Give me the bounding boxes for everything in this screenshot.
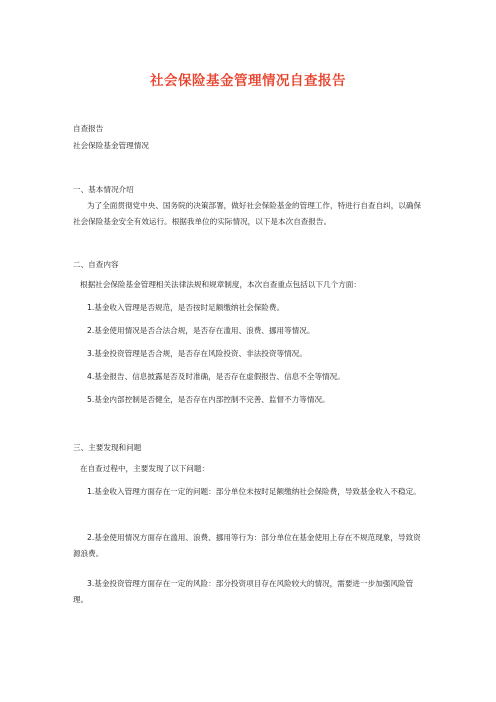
list-item: 3.基金投资管理方面存在一定的风险：部分投资项目存在风险较大的情况，需要进一步加强风险管理。	[73, 579, 414, 604]
subtitle-topic: 社会保险基金管理情况	[73, 141, 149, 150]
section-intro: 根据社会保险基金管理相关法律法规和规章制度，本次自查重点包括以下几个方面：	[80, 280, 361, 289]
section-intro: 在自查过程中，主要发现了以下问题：	[80, 464, 210, 473]
list-item: 1.基金收入管理是否规范，是否按时足额缴纳社会保险费。	[87, 303, 285, 312]
document-title: 社会保险基金管理情况自查报告	[150, 73, 346, 89]
section-heading: 一、基本情况介绍	[73, 185, 134, 194]
list-item: 2.基金使用情况方面存在滥用、浪费、挪用等行为：部分单位在基金使用上存在不规范现象，导致资源浪费。	[73, 533, 421, 558]
list-item: 1.基金收入管理方面存在一定的问题：部分单位未按时足额缴纳社会保险费，导致基金收入不稳定。	[87, 487, 421, 496]
list-item: 3.基金投资管理是否合规，是否存在风险投资、非法投资等情况。	[87, 349, 307, 358]
section-heading: 三、主要发现和问题	[73, 443, 142, 452]
section-heading: 二、自查内容	[73, 260, 119, 269]
list-item: 4.基金报告、信息披露是否及时准确，是否存在虚假报告、信息不全等情况。	[87, 372, 345, 381]
section-paragraph: 为了全面贯彻党中央、国务院的决策部署，做好社会保险基金的管理工作，特进行自查自纠，以确保社会保险基金安全有效运行。根据我单位的实际情况，以下是本次自查报告。	[73, 201, 422, 226]
list-item: 5.基金内部控制是否健全，是否存在内部控制不完善、监督不力等情况。	[87, 395, 330, 404]
subtitle-report: 自查报告	[73, 124, 104, 133]
list-item: 2.基金使用情况是否合法合规，是否存在滥用、浪费、挪用等情况。	[87, 326, 315, 335]
